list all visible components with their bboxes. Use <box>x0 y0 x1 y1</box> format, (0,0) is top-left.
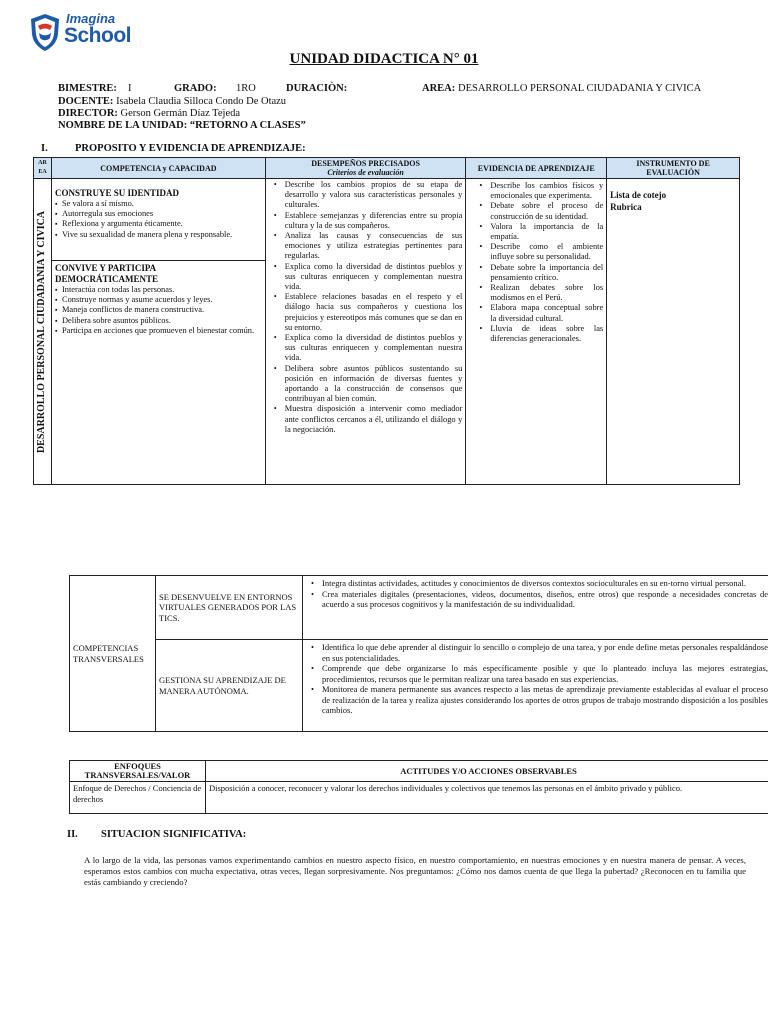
area-cell <box>34 179 52 485</box>
transversal-item: • Integra distintas actividades, actitudes y conocimientos de diversos contextos socioculturales en su en-torno virtual personal. <box>306 578 768 589</box>
capacidad-item: ▪ Maneja conflictos de manera constructiva. <box>55 305 262 315</box>
desempeno-item: • Explica como la diversidad de distintos pueblos y sus culturas enriquecen y complementan nuestra vida. <box>269 262 463 293</box>
transversal-list <box>306 642 768 716</box>
docente-value: Isabela Claudia Silloca Condo De Otazu <box>116 96 287 107</box>
transversal-item: • Monitorea de manera permanente sus avances respecto a las metas de aprendizaje previamente establecidas al evaluar el proceso de realización de la tarea y realiza ajustes considerando los aportes de otros grupos de trabajo mostrando disposición a los posibles cambios. <box>306 684 768 716</box>
header-desempenos <box>265 158 466 179</box>
desempeno-item: • Establece semejanzas y diferencias entre su propia cultura y la de sus compañeros. <box>269 211 463 231</box>
competencia-cell <box>51 179 265 485</box>
bimestre-value: I <box>128 83 132 94</box>
shield-icon <box>28 12 62 52</box>
transversal-desempenos <box>303 576 768 640</box>
enfoques-table <box>69 760 768 814</box>
capacidad-item: ▪ Autorregula sus emociones <box>55 209 262 219</box>
section-2-number: II. <box>67 829 78 840</box>
area-name-vertical: DESARROLLO PERSONAL CIUDADANIA Y CIVICA <box>36 210 48 453</box>
capacidad-list <box>55 285 262 336</box>
evidencia-item: • Describe como el ambiente influye sobre su personalidad. <box>474 242 603 262</box>
info-line-director <box>58 108 240 120</box>
header-area: AR EA <box>34 158 52 179</box>
header-evidencia: EVIDENCIA DE APRENDIZAJE <box>466 158 607 179</box>
evidencia-item: • Debate sobre el proceso de construcción de su identidad. <box>474 201 603 221</box>
area-label: AREA: <box>422 83 456 94</box>
capacidad-item: ▪ Se valora a sí mismo. <box>55 199 262 209</box>
desempeno-item: • Muestra disposición a intervenir como mediador ante conflictos cercanos a él, utilizando el diálogo y la negociación. <box>269 404 463 435</box>
logo-text-school: School <box>64 24 132 47</box>
competencia-title: CONSTRUYE SU IDENTIDAD <box>54 188 180 198</box>
info-line-nombre <box>58 120 306 132</box>
evidencia-cell <box>466 179 607 485</box>
competencias-transversales-table <box>69 575 768 732</box>
director-label: DIRECTOR: <box>58 108 118 119</box>
header-desempenos-sub: Criterios de evaluación <box>327 168 404 177</box>
transversal-competencia: GESTIONA SU APRENDIZAJE DE MANERA AUTÓNOMA. <box>156 640 303 732</box>
competencia-title: CONVIVE Y PARTICIPA DEMOCRÁTICAMENTE <box>54 263 158 284</box>
section-2-title: SITUACION SIGNIFICATIVA: <box>101 829 247 840</box>
desempeno-item: • Describe los cambios propios de su etapa de desarrollo y valora sus características personales y culturales. <box>269 180 463 211</box>
capacidad-list <box>55 199 262 240</box>
desempeno-item: • Establece relaciones basadas en el respeto y el diálogo hacia sus compañeros y cuestiona los prejuicios y estereotipos más comunes que se dan en su entorno. <box>269 292 463 333</box>
transversal-desempenos <box>303 640 768 732</box>
transversal-competencia: SE DESENVUELVE EN ENTORNOS VIRTUALES GENERADOS POR LAS TICS. <box>156 576 303 640</box>
director-value: Gerson Germán Díaz Tejeda <box>120 108 241 119</box>
proposito-table <box>33 157 740 485</box>
evidencia-item: • Valora la importancia de la empatía. <box>474 222 603 242</box>
competencia-block <box>52 260 265 338</box>
desempenos-cell <box>265 179 466 485</box>
section-2-heading <box>67 829 247 840</box>
area-value: DESARROLLO PERSONAL CIUDADANIA Y CIVICA <box>458 83 702 94</box>
instrumento-item: Rubrica <box>610 202 642 212</box>
situacion-paragraph: A lo largo de la vida, las personas vamos experimentando cambios en nuestro aspecto físico, en nuestro comportamiento, en nuestras emociones y en nuestra manera de pensar. A veces, esperamos estos cambios con mucha expectativa, otras veces, llegan sorpresivamente. Nos preguntamos: ¿Cómo nos damos cuenta de que llega la pubertad? ¿Reconocen en tu familia que estás cambiando y creciendo? <box>84 855 746 887</box>
evidencia-item: • Debate sobre la importancia del pensamiento crítico. <box>474 263 603 283</box>
nombre-value: “RETORNO A CLASES” <box>189 120 306 131</box>
evidencia-item: • Realizan debates sobre los modismos en el Perú. <box>474 283 603 303</box>
competencia-block <box>52 179 265 260</box>
instrumento-cell <box>607 179 740 485</box>
transversal-item: • Identifica lo que debe aprender al distinguir lo sencillo o complejo de una tarea, y por ende define metas personales respaldándose en sus potencialidades. <box>306 642 768 663</box>
info-line-bimestre <box>58 83 702 95</box>
transversal-item: • Comprende que debe organizarse lo más específicamente posible y que lo planteado incluya las mejores estrategias, procedimientos, recursos que le permitan realizar una tarea basado en sus experiencias. <box>306 663 768 684</box>
document-title: UNIDAD DIDACTICA N° 01 <box>289 51 479 67</box>
grado-label: GRADO: <box>174 83 217 94</box>
enfoque-name: Enfoque de Derechos / Conciencia de derechos <box>70 782 206 814</box>
enfoques-header-right: ACTITUDES Y/O ACCIONES OBSERVABLES <box>206 761 768 782</box>
header-desempenos-title: DESEMPEÑOS PRECISADOS <box>311 159 420 168</box>
capacidad-item: ▪ Vive su sexualidad de manera plena y responsable. <box>55 230 262 240</box>
enfoque-actitudes: Disposición a conocer, reconocer y valorar los derechos individuales y colectivos que tenemos las personas en el ámbito privado y público. <box>206 782 768 814</box>
evidencia-item: • Describe los cambios físicos y emocionales que experimenta. <box>474 181 603 201</box>
nombre-label: NOMBRE DE LA UNIDAD: <box>58 120 188 131</box>
capacidad-item: ▪ Participa en acciones que promueven el bienestar común. <box>55 326 262 336</box>
transversal-label: COMPETENCIAS TRANSVERSALES <box>70 576 156 732</box>
desempeno-item: • Analiza las causas y consecuencias de sus emociones y utiliza estrategias pertinentes para regularlas. <box>269 231 463 262</box>
section-1-number: I. <box>41 143 48 154</box>
evidencia-list <box>474 181 603 344</box>
desempeno-item: • Explica como la diversidad de distintos pueblos y sus culturas enriquecen y complementan nuestra vida. <box>269 333 463 364</box>
enfoques-header-left: ENFOQUES TRANSVERSALES/VALOR <box>70 761 206 782</box>
duracion-label: DURACIÒN: <box>286 83 348 94</box>
instrumento-item: Lista de cotejo <box>610 190 667 200</box>
capacidad-item: ▪ Construye normas y asume acuerdos y leyes. <box>55 295 262 305</box>
capacidad-item: ▪ Reflexiona y argumenta éticamente. <box>55 219 262 229</box>
header-instrumento: INSTRUMENTO DE EVALUACIÓN <box>607 158 740 179</box>
school-logo <box>28 10 138 54</box>
section-1-title: PROPOSITO Y EVIDENCIA DE APRENDIZAJE: <box>75 143 306 154</box>
grado-value: 1RO <box>236 83 256 94</box>
evidencia-item: • Elabora mapa conceptual sobre la diversidad cultural. <box>474 303 603 323</box>
evidencia-item: • Lluvia de ideas sobre las diferencias generacionales. <box>474 324 603 344</box>
info-line-docente <box>58 96 286 108</box>
capacidad-item: ▪ Delibera sobre asuntos públicos. <box>55 316 262 326</box>
capacidad-item: ▪ Interactúa con todas las personas. <box>55 285 262 295</box>
transversal-list <box>306 578 768 610</box>
desempenos-list <box>269 180 463 435</box>
logo-text-imagina: Imagina <box>66 11 116 26</box>
docente-label: DOCENTE: <box>58 96 114 107</box>
header-competencia: COMPETENCIA y CAPACIDAD <box>51 158 265 179</box>
desempeno-item: • Delibera sobre asuntos públicos sustentando su posición en información de diversas fuentes y aportando a la construcción de consensos que contribuyan al bien común. <box>269 364 463 405</box>
transversal-item: • Crea materiales digitales (presentaciones, videos, documentos, diseños, entre otros) que responde a necesidades concretas de acuerdo a sus procesos cognitivos y la manifestación de su individualidad. <box>306 589 768 610</box>
section-1-heading <box>41 143 306 154</box>
bimestre-label: BIMESTRE: <box>58 83 117 94</box>
